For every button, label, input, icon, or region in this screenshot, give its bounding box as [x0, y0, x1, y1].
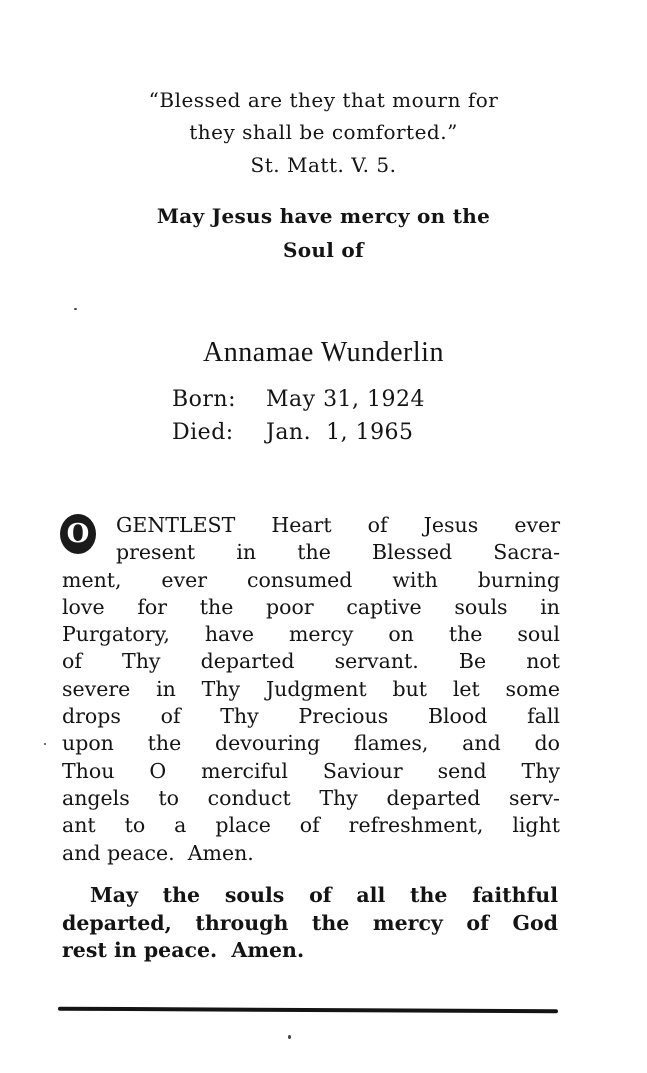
closing-line: rest in peace. Amen. — [62, 938, 305, 962]
prayer-paragraph — [62, 512, 560, 867]
bottom-rule — [58, 1007, 558, 1014]
died-date: Jan. 1, 1965 — [266, 420, 414, 445]
born-date: May 31, 1924 — [266, 387, 426, 412]
died-label: Died: — [172, 420, 234, 445]
prayer-line: upon the devouring flames, and do — [62, 731, 560, 756]
born-label: Born: — [172, 387, 237, 412]
prayer-line: present in the Blessed Sacra- — [116, 540, 560, 565]
deceased-name: Annamae Wunderlin — [203, 337, 444, 368]
scan-speck — [288, 1035, 291, 1039]
prayer-line: Purgatory, have mercy on the soul — [62, 622, 560, 647]
scan-speck — [44, 743, 46, 745]
verse-line-1: “Blessed are they that mourn for — [148, 88, 499, 112]
closing-paragraph — [62, 882, 558, 965]
prayer-line: GENTLEST Heart of Jesus ever — [116, 513, 560, 537]
mercy-line-2: Soul of — [283, 238, 364, 262]
prayer-line: love for the poor captive souls in — [62, 594, 560, 619]
closing-line: departed, through the mercy of God — [62, 910, 558, 935]
born-row — [172, 387, 425, 412]
drop-cap: O — [60, 514, 96, 554]
mercy-line-1: May Jesus have mercy on the — [156, 204, 491, 228]
prayer-line: angels to conduct Thy departed serv- — [62, 785, 560, 810]
prayer-line: ant to a place of refreshment, light — [62, 813, 560, 838]
verse-citation: St. Matt. V. 5. — [250, 153, 397, 177]
closing-line: May the souls of all the faithful — [90, 883, 558, 907]
prayer-line: severe in Thy Judgment but let some — [62, 676, 560, 701]
prayer-line: and peace. Amen. — [62, 840, 254, 865]
verse-line-2: they shall be comforted.” — [189, 120, 458, 144]
prayer-line: drops of Thy Precious Blood fall — [62, 704, 560, 729]
scan-speck — [74, 308, 77, 310]
died-row — [172, 420, 414, 445]
prayer-line: ment, ever consumed with burning — [62, 567, 560, 592]
prayer-line: Thou O merciful Saviour send Thy — [62, 758, 560, 783]
prayer-line: of Thy departed servant. Be not — [62, 649, 560, 674]
